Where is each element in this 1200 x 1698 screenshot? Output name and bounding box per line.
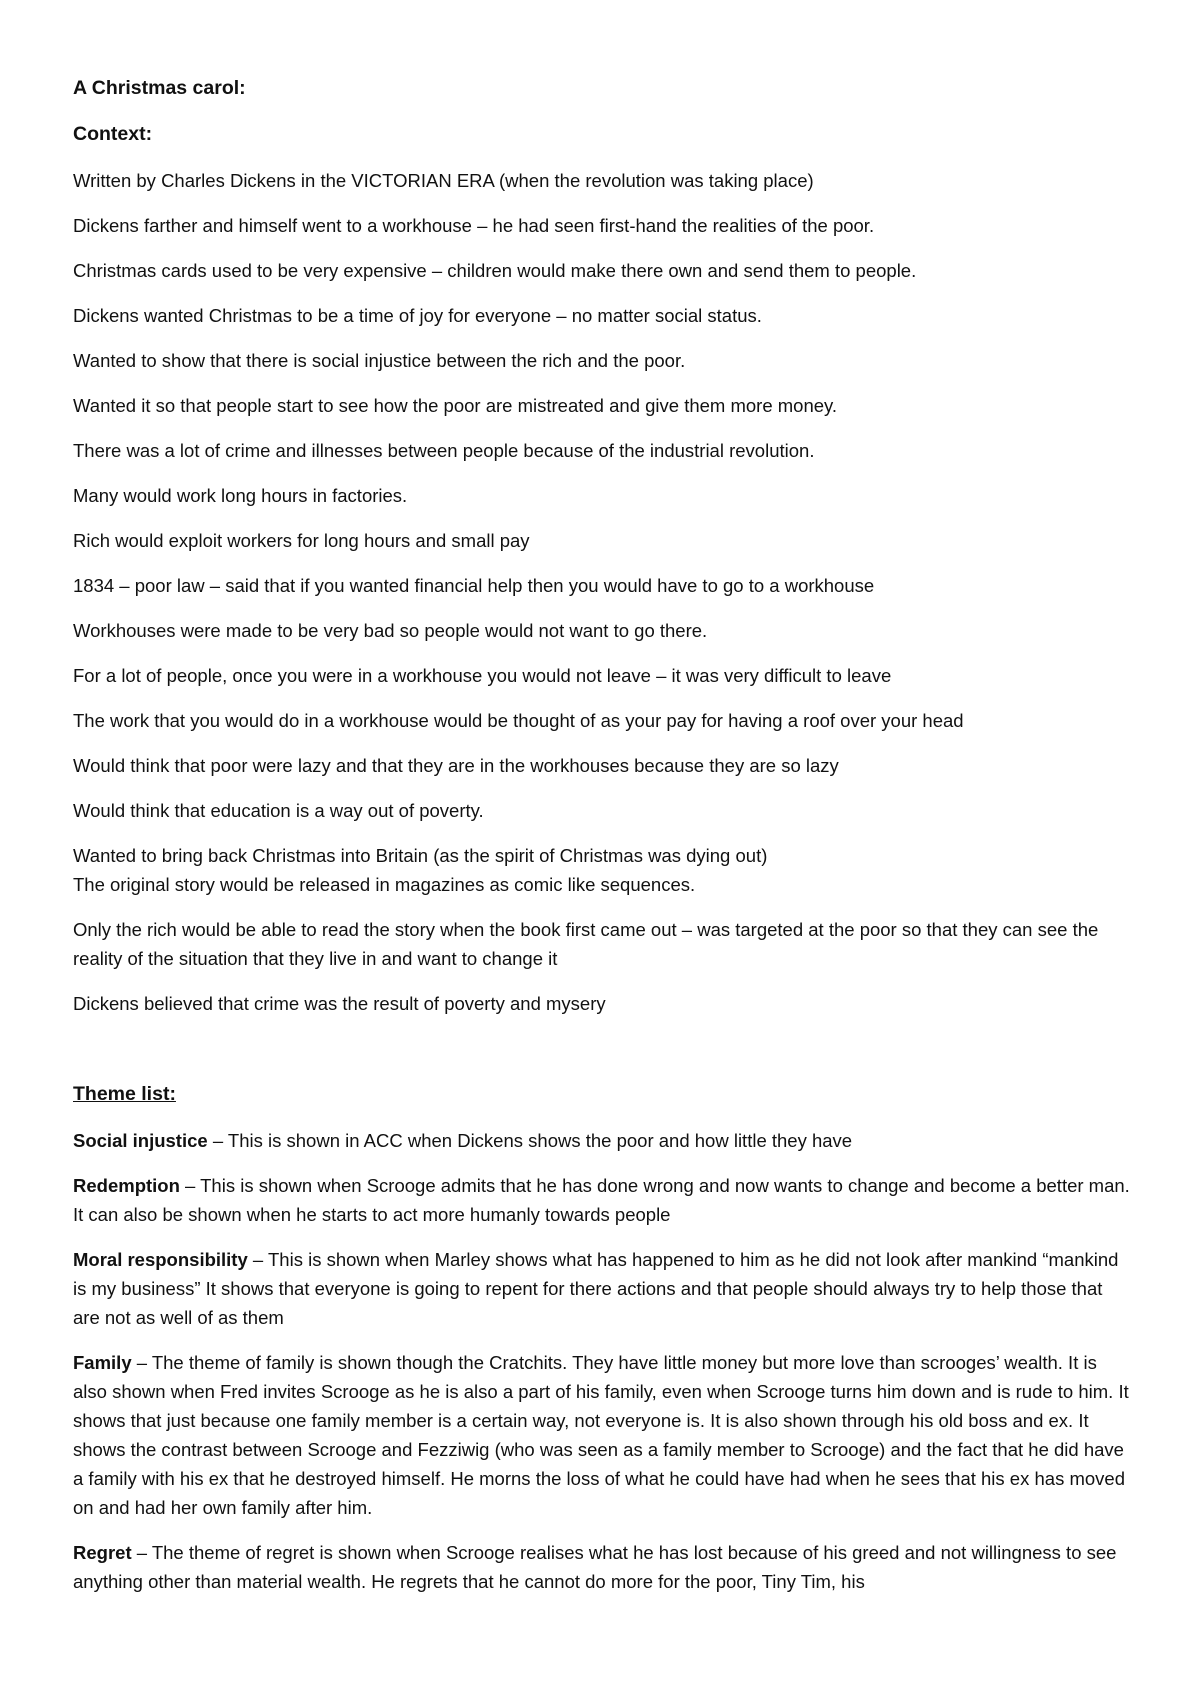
theme-description: – This is shown when Scrooge admits that he has done wrong and now wants to change and become a better man. It can also be shown when he starts to act more humanly towards people: [73, 1175, 1130, 1225]
theme-description: – This is shown in ACC when Dickens shows the poor and how little they have: [207, 1130, 853, 1151]
theme-description: – The theme of family is shown though the Cratchits. They have little money but more love than scrooges’ wealth. It is also shown when Fred invites Scrooge as he is also a part of his family, even when Scrooge turns him down and is rude to him. It shows that just because one family member is a certain way, not everyone is. It is also shown through his old boss and ex. It shows the contrast between Scrooge and Fezziwig (who was seen as a family member to Scrooge) and the fact that he did have a family with his ex that he destroyed himself. He morns the loss of what he could have had when he sees that his ex has moved on and had her own family after him.: [73, 1352, 1129, 1518]
theme-item: [73, 1348, 1133, 1522]
context-paragraph: Christmas cards used to be very expensive – children would make there own and send them to people.: [73, 260, 917, 281]
document-title: A Christmas carol:: [73, 77, 246, 99]
theme-item: [73, 1245, 1133, 1332]
theme-term: Moral responsibility: [73, 1249, 248, 1270]
theme-item: [73, 1171, 1133, 1229]
theme-item: [73, 1126, 1133, 1155]
document-content: [73, 74, 1133, 1612]
theme-term: Redemption: [73, 1175, 180, 1196]
theme-item: [73, 1538, 1133, 1596]
section-spacer: [73, 1034, 1133, 1080]
context-paragraph: 1834 – poor law – said that if you wanted financial help then you would have to go to a workhouse: [73, 575, 875, 596]
context-paragraph: Dickens wanted Christmas to be a time of joy for everyone – no matter social status.: [73, 305, 762, 326]
context-heading: Context:: [73, 123, 153, 145]
context-paragraph: Dickens farther and himself went to a workhouse – he had seen first-hand the realities of the poor.: [73, 215, 875, 236]
context-paragraph: Many would work long hours in factories.: [73, 485, 408, 506]
context-paragraph: Only the rich would be able to read the story when the book first came out – was targeted at the poor so that they can see the reality of the situation that they live in and want to change it: [73, 919, 1099, 969]
theme-term: Social injustice: [73, 1130, 208, 1151]
context-paragraph: Would think that education is a way out of poverty.: [73, 800, 484, 821]
context-paragraph: Would think that poor were lazy and that they are in the workhouses because they are so lazy: [73, 755, 839, 776]
theme-description: – This is shown when Marley shows what has happened to him as he did not look after mankind “mankind is my business” It shows that everyone is going to repent for there actions and that people should always try to help those that are not as well of as them: [73, 1249, 1119, 1328]
context-paragraph: Wanted to show that there is social injustice between the rich and the poor.: [73, 350, 686, 371]
theme-list-heading: Theme list:: [73, 1083, 176, 1105]
context-paragraph: Rich would exploit workers for long hours and small pay: [73, 530, 530, 551]
theme-term: Family: [73, 1352, 132, 1373]
context-paragraph: The work that you would do in a workhouse would be thought of as your pay for having a roof over your head: [73, 710, 964, 731]
theme-description: – The theme of regret is shown when Scrooge realises what he has lost because of his greed and not willingness to see anything other than material wealth. He regrets that he cannot do more for the poor, Tiny Tim, his: [73, 1542, 1117, 1592]
context-paragraph: Wanted it so that people start to see how the poor are mistreated and give them more money.: [73, 395, 838, 416]
context-paragraph: Written by Charles Dickens in the VICTORIAN ERA (when the revolution was taking place): [73, 170, 814, 191]
context-paragraph: For a lot of people, once you were in a workhouse you would not leave – it was very difficult to leave: [73, 665, 892, 686]
context-paragraph: The original story would be released in magazines as comic like sequences.: [73, 874, 696, 895]
context-paragraph: Workhouses were made to be very bad so people would not want to go there.: [73, 620, 708, 641]
context-paragraph: Dickens believed that crime was the result of poverty and mysery: [73, 993, 606, 1014]
theme-term: Regret: [73, 1542, 132, 1563]
context-paragraph: Wanted to bring back Christmas into Britain (as the spirit of Christmas was dying out): [73, 845, 768, 866]
context-paragraph: There was a lot of crime and illnesses between people because of the industrial revolution.: [73, 440, 815, 461]
